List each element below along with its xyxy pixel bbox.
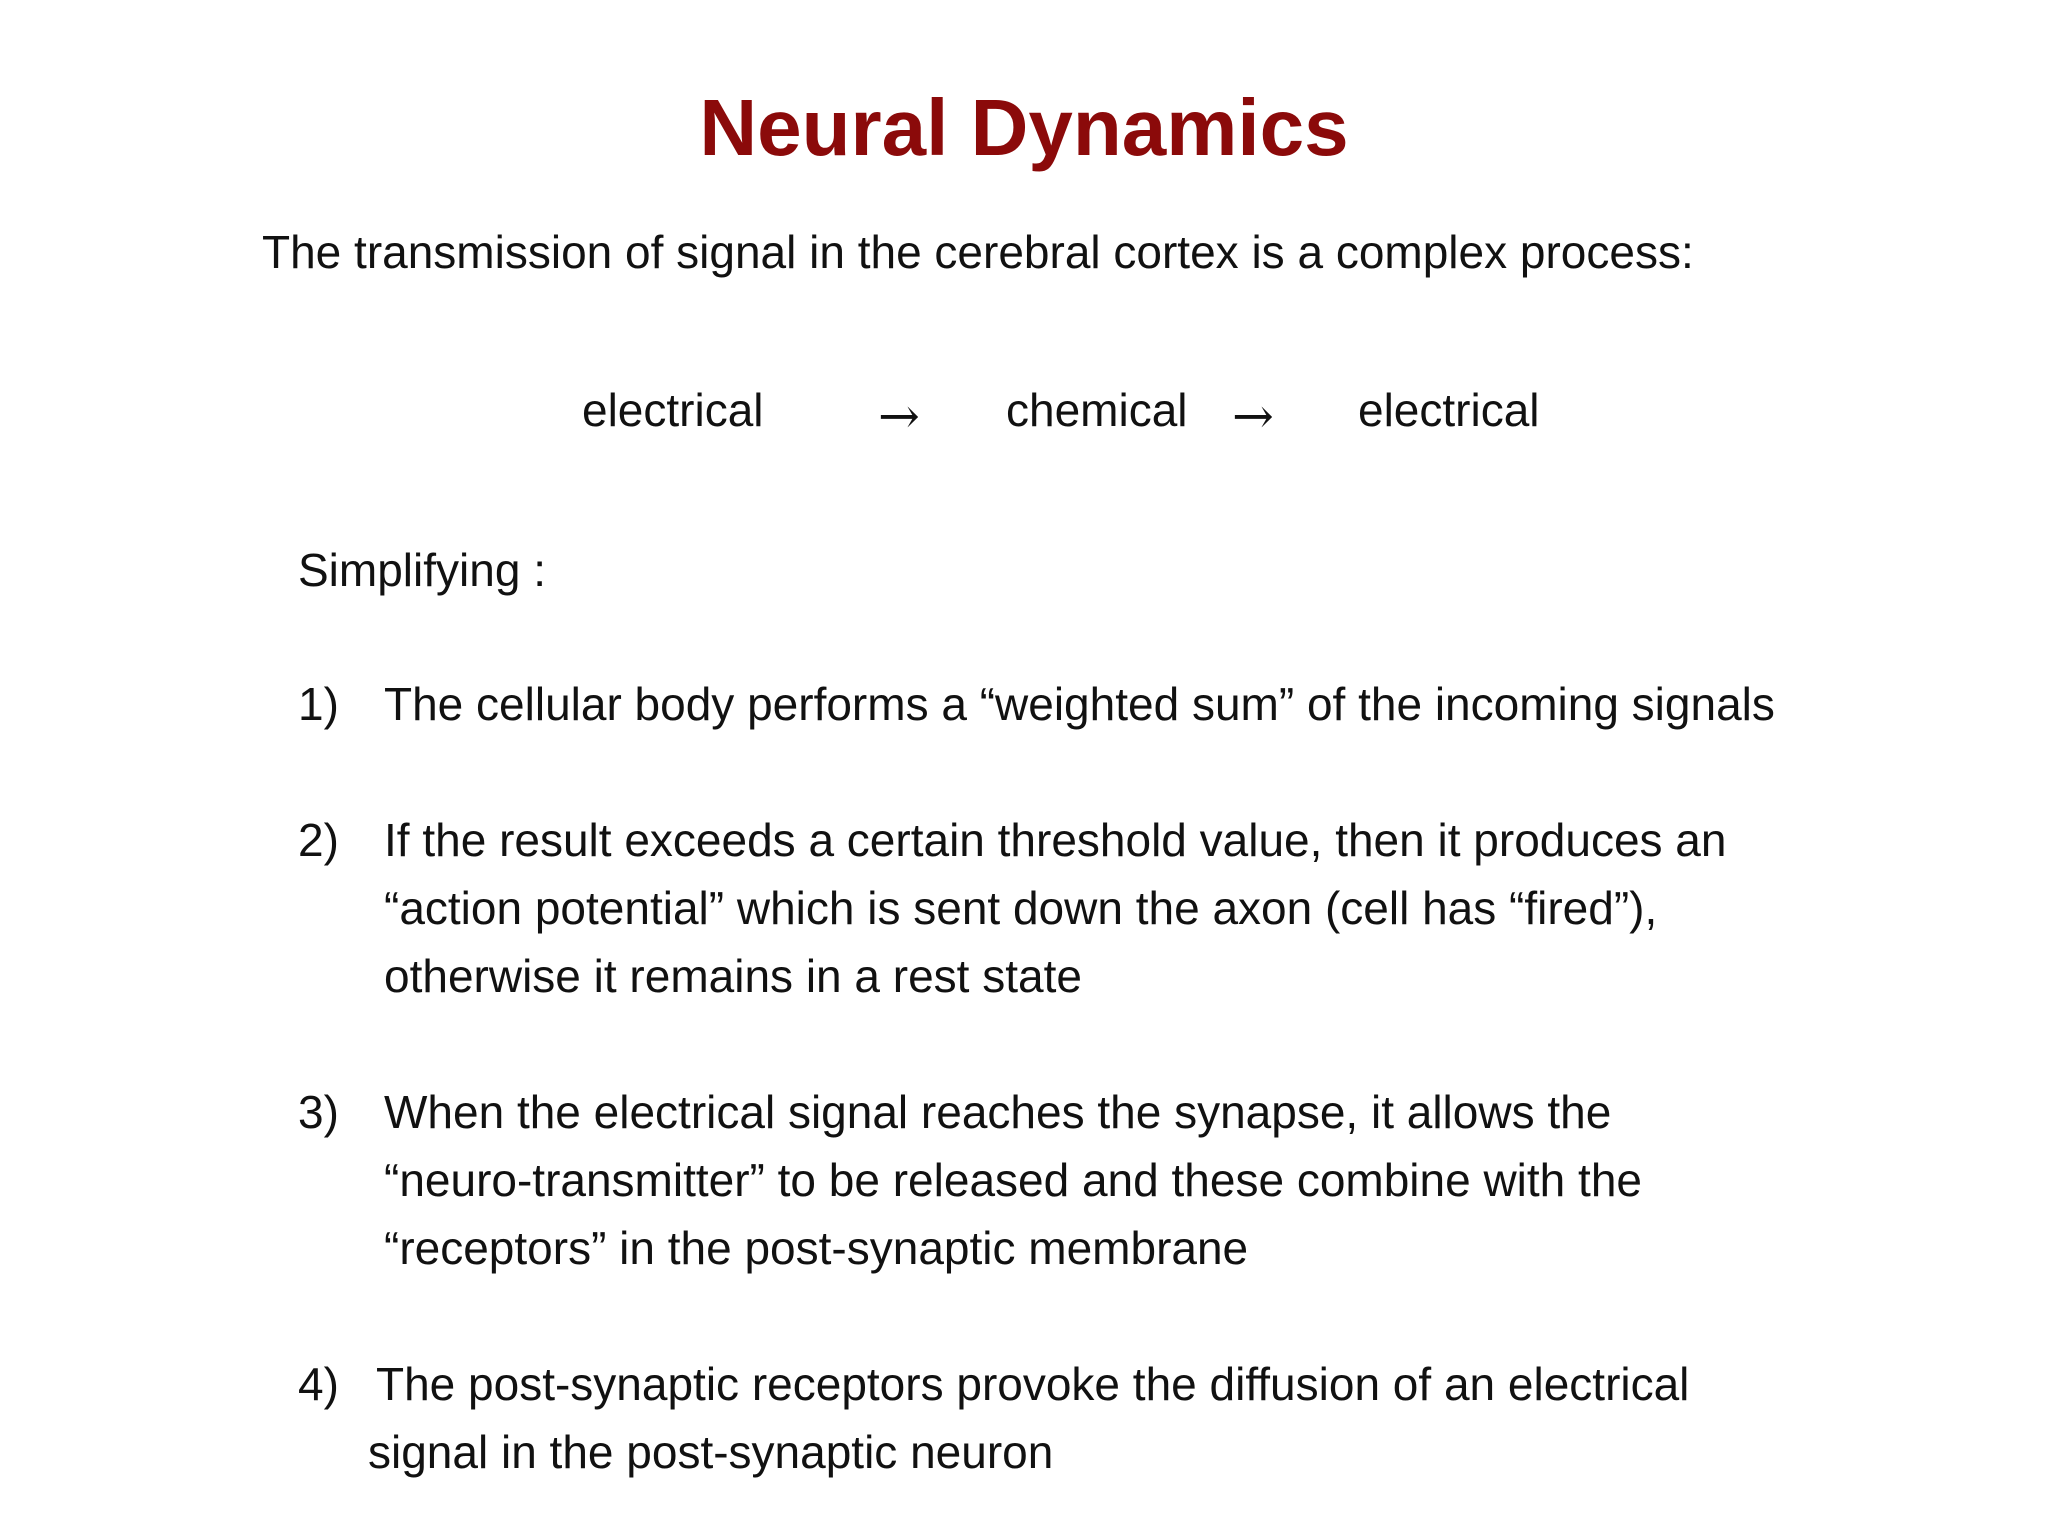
flow-step-electrical-2: electrical <box>1358 384 1540 436</box>
simplifying-label: Simplifying : <box>298 544 546 596</box>
list-item-line: The post-synaptic receptors provoke the diffusion of an electrical <box>376 1358 1690 1410</box>
list-item-line: otherwise it remains in a rest state <box>384 950 1082 1002</box>
flow-step-chemical: chemical <box>1006 384 1188 436</box>
list-item-text <box>384 670 1944 738</box>
list-item-line: The cellular body performs a “weighted sum” of the incoming signals <box>384 678 1775 730</box>
list-item-number: 3) <box>298 1086 339 1138</box>
list-item-line: signal in the post-synaptic neuron <box>368 1426 1054 1478</box>
arrow-right-icon: → <box>1232 387 1274 445</box>
signal-flow <box>0 380 2048 460</box>
list-item-line: When the electrical signal reaches the synapse, it allows the <box>384 1086 1612 1138</box>
list-item-number: 4) <box>298 1358 339 1410</box>
list-item-line: “action potential” which is sent down the axon (cell has “fired”), <box>384 882 1658 934</box>
slide-title: Neural Dynamics <box>699 83 1349 172</box>
list-item-line: “receptors” in the post-synaptic membrane <box>384 1222 1249 1274</box>
list-item-number: 1) <box>298 678 339 730</box>
list-item-text <box>384 806 1944 1010</box>
arrow-right-icon: → <box>878 387 920 445</box>
list-item-text <box>368 1350 1936 1486</box>
list-item-line: If the result exceeds a certain threshold value, then it produces an <box>384 814 1727 866</box>
intro-text: The transmission of signal in the cerebral cortex is a complex process: <box>262 226 1694 278</box>
flow-step-electrical-1: electrical <box>582 384 764 436</box>
list-item-line: “neuro-transmitter” to be released and these combine with the <box>384 1154 1642 1206</box>
list-item-number: 2) <box>298 814 339 866</box>
list-item-text <box>384 1078 1944 1282</box>
